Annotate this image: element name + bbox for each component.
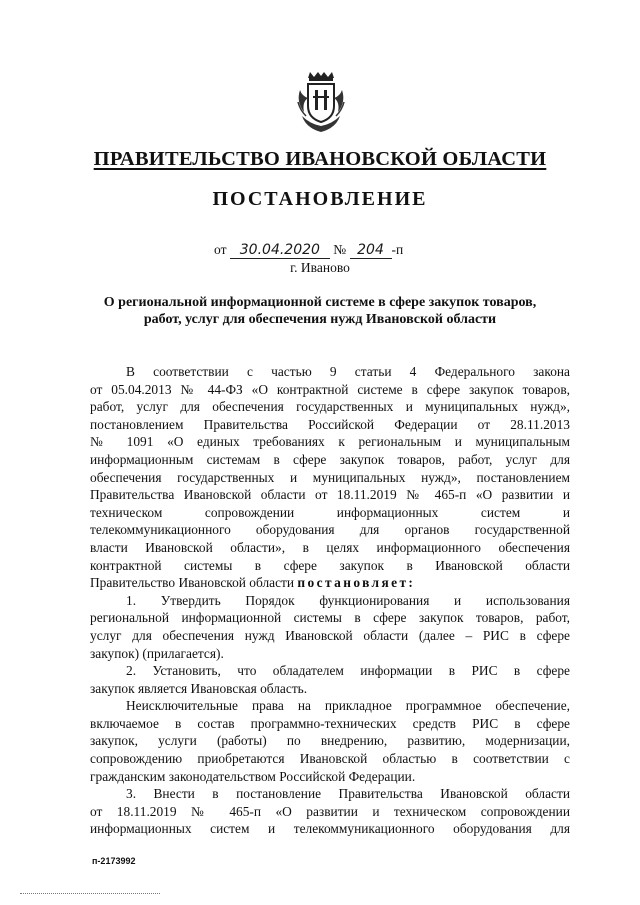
- document-number: 204: [350, 243, 392, 259]
- decree-word: постановляет:: [297, 575, 416, 591]
- body-line: информационным системам в сфере закупок товаров, работ, услуг для: [90, 451, 570, 467]
- body-line: 2. Установить, что обладателем информации в РИС в сфере: [126, 663, 570, 679]
- document-type: ПОСТАНОВЛЕНИЕ: [212, 188, 428, 210]
- body-line: услуг для обеспечения нужд Ивановской области (далее – РИС в сфере: [90, 627, 570, 643]
- government-title: ПРАВИТЕЛЬСТВО ИВАНОВСКОЙ ОБЛАСТИ: [93, 148, 547, 170]
- city: г. Иваново: [290, 260, 350, 275]
- body-line: В соответствии с частью 9 статьи 4 Федерального закона: [126, 364, 570, 379]
- document-subject: [0, 294, 640, 328]
- body-line: информационных систем и телекоммуникационного оборудования для: [90, 821, 570, 837]
- body-line: включаемое в состав программно-технических средств РИС в сфере: [90, 715, 570, 731]
- subject-line-1: О региональной информационной системе в сфере закупок товаров,: [103, 295, 537, 310]
- body-line: Неисключительные права на прикладное программное обеспечение,: [126, 698, 570, 714]
- body-line: гражданским законодательством Российской Федерации.: [90, 768, 416, 784]
- decree-line: [90, 574, 570, 592]
- body-line: Правительства Ивановской области от 18.11.2019 № 465-п «О развитии и: [90, 487, 570, 503]
- body-line: закупок является Ивановская область.: [90, 680, 308, 696]
- date-prefix: от: [214, 242, 227, 257]
- body-line: сопровождению приобретаются Ивановской областью в соответствии с: [90, 751, 570, 767]
- document-code: п-2173992: [92, 856, 136, 866]
- body-line: от 18.11.2019 № 465-п «О развитии и техническом сопровождении: [90, 803, 570, 819]
- decree-subject: Правительство Ивановской области: [90, 575, 295, 591]
- date-number-line: [214, 242, 403, 259]
- body-line: постановлением Правительства Российской Федерации от 28.11.2013: [90, 416, 570, 432]
- scan-artifact: [20, 893, 160, 894]
- body-line: закупок) (прилагается).: [90, 645, 224, 661]
- body-line: телекоммуникационного оборудования для органов государственной: [90, 522, 570, 538]
- body-line: работ, услуг для обеспечения государственных и муниципальных нужд»,: [90, 399, 570, 415]
- coat-of-arms-icon: [296, 72, 346, 134]
- document-date: 30.04.2020: [230, 243, 330, 259]
- body-line: контрактной системы в сфере закупок в Ивановской области: [90, 557, 570, 573]
- body-line: техническом сопровождении информационных систем и: [90, 504, 570, 520]
- number-suffix: -п: [391, 242, 404, 257]
- body-line: региональной информационной системы в сфере закупок товаров, работ,: [90, 610, 570, 626]
- body-line: закупок, услуги (работы) по внедрению, развитию, модернизации,: [90, 733, 570, 749]
- body-line: № 1091 «О единых требованиях к региональным и муниципальным: [90, 434, 570, 450]
- document-body: [90, 363, 570, 838]
- number-sign: №: [333, 242, 347, 257]
- body-line: власти Ивановской области», в целях информационного обеспечения: [90, 539, 570, 555]
- body-line: 1. Утвердить Порядок функционирования и использования: [126, 592, 570, 608]
- subject-line-2: работ, услуг для обеспечения нужд Ивановской области: [143, 312, 497, 327]
- body-line: 3. Внести в постановление Правительства Ивановской области: [126, 786, 570, 802]
- body-line: обеспечения государственных и муниципальных нужд», постановлением: [90, 469, 570, 485]
- body-line: от 05.04.2013 № 44-ФЗ «О контрактной системе в сфере закупок товаров,: [90, 381, 570, 397]
